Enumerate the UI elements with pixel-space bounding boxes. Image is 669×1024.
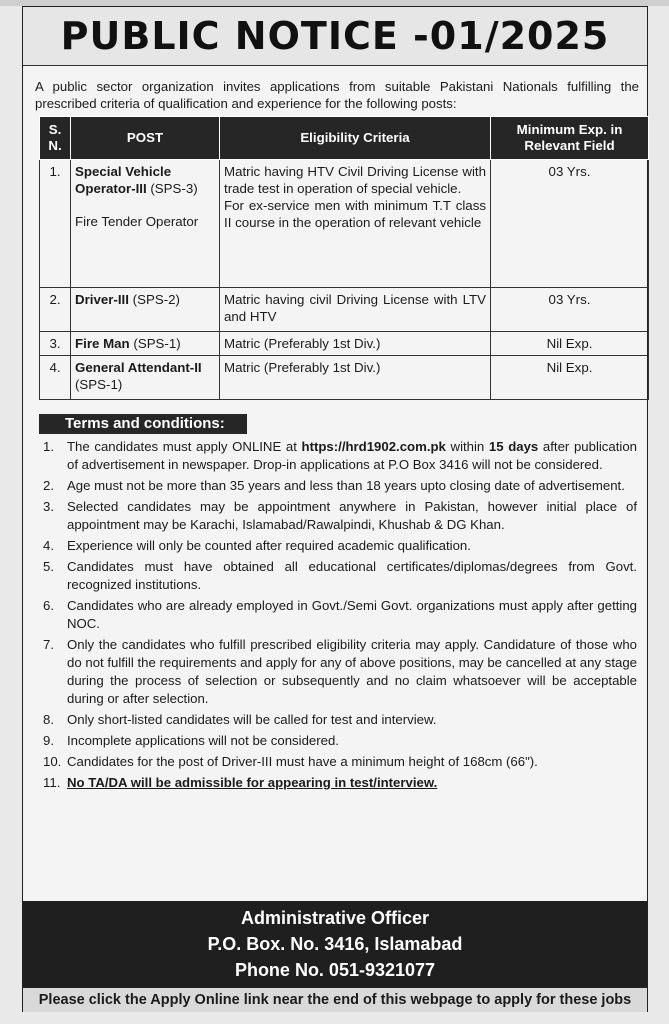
header-post: POST bbox=[71, 117, 220, 160]
term-number: 8. bbox=[43, 712, 54, 727]
header-sn: S. N. bbox=[40, 117, 71, 160]
contact-phone: Phone No. 051-9321077 bbox=[234, 960, 436, 980]
list-item bbox=[43, 774, 637, 792]
contact-address: P.O. Box. No. 3416, Islamabad bbox=[207, 934, 463, 954]
row-post bbox=[71, 332, 220, 356]
row-criteria: Matric (Preferably 1st Div.) bbox=[220, 356, 491, 400]
row-sn: 2. bbox=[40, 288, 71, 332]
term-text: Candidates must have obtained all educational certificates/diplomas/degrees from Govt. recognized institutions. bbox=[67, 559, 637, 592]
term-text-part: The candidates must apply ONLINE at bbox=[67, 439, 302, 454]
contact-office: Administrative Officer bbox=[240, 908, 430, 928]
post-grade: (SPS-1) bbox=[75, 377, 123, 392]
apply-url-link[interactable]: https://hrd1902.com.pk bbox=[301, 439, 446, 454]
term-text: Selected candidates may be appointment anywhere in Pakistan, however initial place of appointment may be Karachi, Islamabad/Rawalpindi, Khushab & DG Khan. bbox=[67, 499, 637, 532]
post-name: Special Vehicle Operator-III bbox=[75, 164, 172, 196]
posts-table bbox=[39, 116, 649, 400]
title-banner bbox=[23, 7, 647, 66]
term-text-part: within bbox=[445, 439, 489, 454]
criteria-text: Matric having HTV Civil Driving License with trade test in operation of special vehicle. bbox=[224, 164, 486, 196]
term-number: 1. bbox=[43, 439, 54, 454]
deadline-days: 15 days bbox=[488, 439, 539, 454]
post-grade: (SPS-3) bbox=[150, 181, 198, 196]
post-name: General Attendant-II bbox=[75, 360, 202, 375]
list-item bbox=[43, 477, 637, 495]
term-number: 11. bbox=[43, 775, 61, 790]
post-alt-title: Fire Tender Operator bbox=[75, 214, 199, 229]
table-row bbox=[40, 332, 649, 356]
row-sn: 3. bbox=[40, 332, 71, 356]
list-item bbox=[43, 732, 637, 750]
criteria-text: For ex-service men with minimum T.T class II course in the operation of relevant vehicle bbox=[224, 198, 486, 230]
term-number: 2. bbox=[43, 478, 54, 493]
list-item bbox=[43, 753, 637, 771]
notice-document bbox=[22, 6, 648, 1012]
post-name: Driver-III bbox=[75, 292, 129, 307]
table-row bbox=[40, 356, 649, 400]
term-number: 7. bbox=[43, 637, 54, 652]
term-text bbox=[67, 438, 637, 474]
notice-title: PUBLIC NOTICE -01/2025 bbox=[60, 14, 610, 58]
post-name: Fire Man bbox=[75, 336, 130, 351]
list-item bbox=[43, 537, 637, 555]
row-experience: 03 Yrs. bbox=[491, 160, 649, 288]
table-row bbox=[40, 160, 649, 288]
contact-footer bbox=[23, 901, 647, 987]
row-experience: Nil Exp. bbox=[491, 356, 649, 400]
header-criteria: Eligibility Criteria bbox=[220, 117, 491, 160]
list-item bbox=[43, 597, 637, 633]
row-sn: 1. bbox=[40, 160, 71, 288]
table-header-row bbox=[40, 117, 649, 160]
term-text: Candidates for the post of Driver-III must have a minimum height of 168cm (66"). bbox=[67, 754, 538, 769]
term-number: 9. bbox=[43, 733, 54, 748]
row-criteria: Matric having civil Driving License with LTV and HTV bbox=[220, 288, 491, 332]
list-item bbox=[43, 438, 637, 474]
term-text-part: after publication of advertisement in newspaper. Drop-in applications at P.O Box 3416 will not be considered. bbox=[67, 439, 637, 472]
post-grade: (SPS-2) bbox=[132, 292, 180, 307]
intro-paragraph: A public sector organization invites applications from suitable Pakistani Nationals fulfilling the prescribed criteria of qualification and experience for the following posts: bbox=[35, 79, 639, 111]
row-sn: 4. bbox=[40, 356, 71, 400]
term-text: Candidates who are already employed in Govt./Semi Govt. organizations must apply after getting NOC. bbox=[67, 598, 637, 631]
row-post bbox=[71, 356, 220, 400]
term-text: Age must not be more than 35 years and less than 18 years upto closing date of advertisement. bbox=[67, 478, 625, 493]
row-criteria: Matric (Preferably 1st Div.) bbox=[220, 332, 491, 356]
terms-list bbox=[43, 438, 637, 795]
list-item bbox=[43, 636, 637, 708]
row-post bbox=[71, 288, 220, 332]
term-number: 10. bbox=[43, 754, 62, 769]
list-item bbox=[43, 498, 637, 534]
header-experience: Minimum Exp. in Relevant Field bbox=[491, 117, 649, 160]
terms-heading: Terms and conditions: bbox=[39, 414, 247, 434]
apply-online-note: Please click the Apply Online link near the end of this webpage to apply for these jobs bbox=[23, 987, 647, 1012]
list-item bbox=[43, 558, 637, 594]
term-text: Only short-listed candidates will be called for test and interview. bbox=[67, 712, 437, 727]
term-text: Only the candidates who fulfill prescribed eligibility criteria may apply. Candidature of those who do not fulfill the requirements and apply for any of above positions, may be cancelled at any stage during the process of selection or subsequently and no claim whatsoever will be acceptable during or after selection. bbox=[67, 637, 637, 706]
post-grade: (SPS-1) bbox=[133, 336, 181, 351]
term-text: Experience will only be counted after required academic qualification. bbox=[67, 538, 471, 553]
term-text: Incomplete applications will not be considered. bbox=[67, 733, 339, 748]
row-experience: Nil Exp. bbox=[491, 332, 649, 356]
term-number: 6. bbox=[43, 598, 54, 613]
term-text: No TA/DA will be admissible for appearing in test/interview. bbox=[67, 775, 438, 790]
term-number: 4. bbox=[43, 538, 54, 553]
table-row bbox=[40, 288, 649, 332]
row-experience: 03 Yrs. bbox=[491, 288, 649, 332]
row-post bbox=[71, 160, 220, 288]
row-criteria bbox=[220, 160, 491, 288]
list-item bbox=[43, 711, 637, 729]
term-number: 5. bbox=[43, 559, 54, 574]
term-number: 3. bbox=[43, 499, 54, 514]
